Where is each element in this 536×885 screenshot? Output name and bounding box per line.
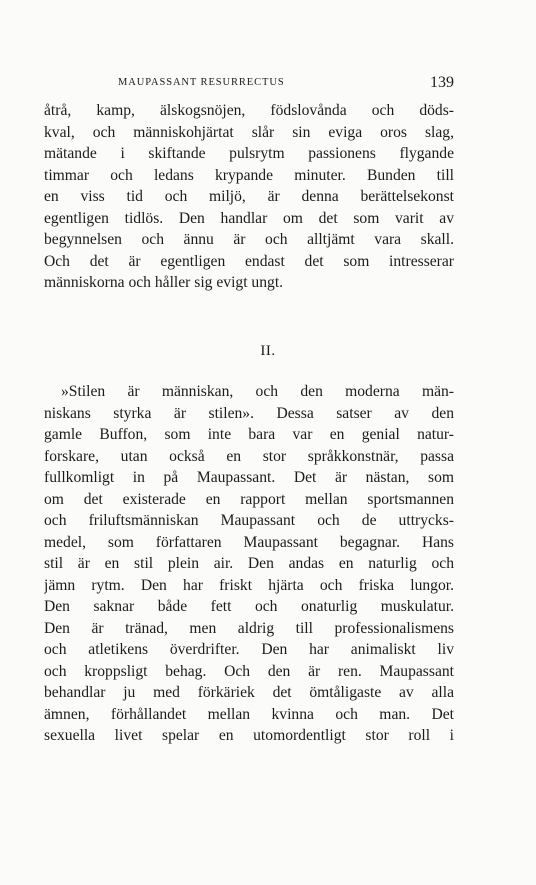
text-line: fullkomligt in på Maupassant. Det är nästan, som bbox=[44, 469, 454, 486]
section-heading: II. bbox=[260, 343, 276, 359]
page-number: 139 bbox=[430, 74, 454, 91]
text-line: Och det är egentligen endast det som intresserar bbox=[44, 252, 454, 270]
running-title: MAUPASSANT RESURRECTUS bbox=[118, 77, 285, 88]
text-line: »Stilen är människan, och den moderna män- bbox=[61, 383, 454, 400]
text-line: niskans styrka är stilen». Dessa satser av den bbox=[44, 404, 454, 422]
text-line: en viss tid och miljö, är denna berättelsekonst bbox=[44, 188, 454, 205]
text-line: ämnen, förhållandet mellan kvinna och man. Det bbox=[44, 705, 454, 723]
text-line: forskare, utan också en stor språkkonstnär, passa bbox=[44, 447, 454, 465]
text-line: sexuella livet spelar en utomordentligt stor roll i bbox=[44, 727, 454, 744]
text-line: stil är en stil plein air. Den andas en naturlig och bbox=[44, 555, 454, 572]
text-line: begynnelsen och ännu är och alltjämt vara skall. bbox=[44, 231, 454, 248]
paragraph-1 bbox=[44, 100, 454, 294]
text-line: och atletikens överdrifter. Den har animaliskt liv bbox=[44, 641, 454, 658]
text-line: om det existerade en rapport mellan sportsmannen bbox=[44, 490, 454, 508]
running-head bbox=[44, 74, 454, 95]
text-line: åtrå, kamp, älskogsnöjen, födslovånda och döds- bbox=[44, 102, 454, 119]
text-line: medel, som författaren Maupassant begagnar. Hans bbox=[44, 533, 454, 551]
text-line: människorna och håller sig evigt ungt. bbox=[44, 274, 284, 291]
text-line: mätande i skiftande pulsrytm passionens flygande bbox=[44, 145, 454, 162]
text-line: timmar och ledans krypande minuter. Bunden till bbox=[44, 166, 454, 184]
text-line: och kroppsligt behag. Och den är ren. Maupassant bbox=[44, 662, 454, 680]
text-line: gamle Buffon, som inte bara var en genial natur- bbox=[44, 426, 454, 443]
text-line: och friluftsmänniskan Maupassant och de uttrycks- bbox=[44, 512, 454, 529]
text-line: Den är tränad, men aldrig till professionalismens bbox=[44, 619, 454, 637]
text-line: egentligen tidlös. Den handlar om det som varit av bbox=[44, 209, 454, 227]
text-line: kval, och människohjärtat slår sin eviga oros slag, bbox=[44, 123, 454, 141]
text-line: Den saknar både fett och onaturlig muskulatur. bbox=[44, 598, 454, 615]
paragraph-2 bbox=[44, 381, 454, 747]
text-line: behandlar ju med förkäriek det ömtåligaste av alla bbox=[44, 684, 454, 701]
text-line: jämn rytm. Den har friskt hjärta och friska lungor. bbox=[44, 576, 454, 594]
